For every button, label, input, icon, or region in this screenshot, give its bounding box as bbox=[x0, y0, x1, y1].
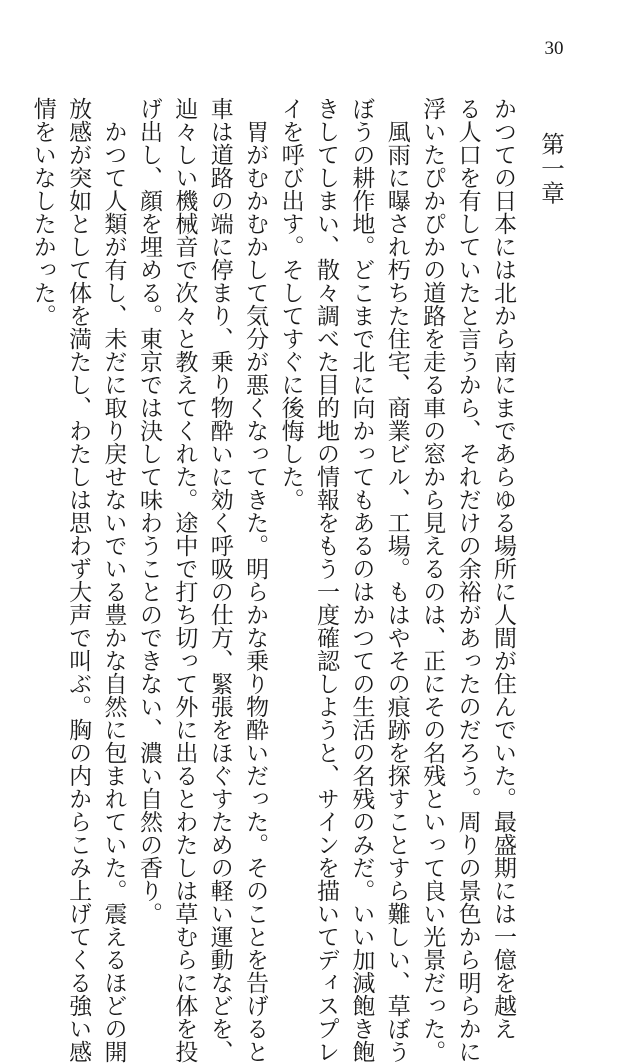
text-line: 胃がむかむかして気分が悪くなってきた。明らかな乗り物酔いだった。そのことを告げると bbox=[242, 97, 269, 1063]
text-line: 情をいなしたかった。 bbox=[29, 97, 56, 327]
text-line: 浮いたぴかぴかの道路を走る車の窓から見えるのは、正にその名残といって良い光景だった。 bbox=[419, 97, 446, 1063]
text-line: かつて人類が有し、未だに取り戻せないでいる豊かな自然に包まれていた。震えるほどの開 bbox=[100, 97, 127, 1063]
text-line: きしてしまい、散々調べた目的地の情報をもう一度確認しようと、サインを描いてディスプレ bbox=[312, 97, 339, 1063]
page-number: 30 bbox=[544, 38, 564, 59]
text-line: かつての日本には北から南にまであらゆる場所に人間が住んでいた。最盛期には一億を越え bbox=[490, 97, 516, 1040]
text-line: 風雨に曝され朽ちた住宅、商業ビル、工場。もはやその痕跡を探すことすら難しい、草ぼう bbox=[383, 97, 410, 1063]
text-line: げ出し、顔を埋める。東京では決して味わうことのできない、濃い自然の香り。 bbox=[135, 97, 162, 925]
text-line: 放感が突如として体を満たし、わたしは思わず大声で叫ぶ。胸の内からこみ上げてくる強い感 bbox=[65, 97, 92, 1063]
text-line: イを呼び出す。そしてすぐに後悔した。 bbox=[277, 97, 304, 511]
text-line: 辿々しい機械音で次々と教えてくれた。途中で打ち切って外に出るとわたしは草むらに体を投 bbox=[171, 97, 198, 1063]
chapter-heading: 第一章 bbox=[537, 132, 565, 206]
text-line: 車は道路の端に停まり、乗り物酔いに効く呼吸の仕方、緊張をほぐすための軽い運動などを、 bbox=[206, 97, 233, 1063]
text-line: る人口を有していたと言うから、それだけの余裕があったのだろう。周りの景色から明らかに bbox=[454, 97, 481, 1063]
text-line: ぼうの耕作地。どこまで北に向かってもあるのはかつての生活の名残のみだ。いい加減飽き飽 bbox=[348, 97, 375, 1063]
body-text bbox=[24, 97, 520, 1063]
